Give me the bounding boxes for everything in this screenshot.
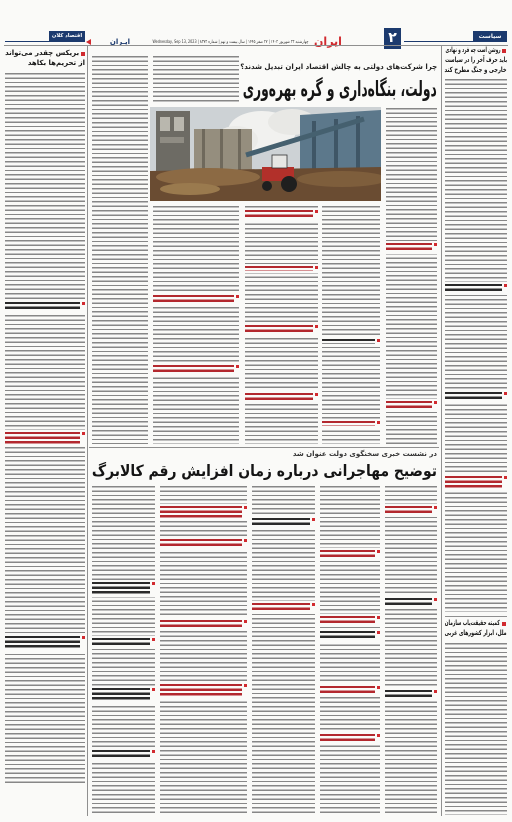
right-article-body bbox=[445, 79, 507, 612]
main-subheading bbox=[153, 365, 239, 374]
article-photo bbox=[150, 107, 381, 201]
red-square-bullet-icon bbox=[502, 49, 506, 53]
right-headline-line-1 bbox=[445, 46, 500, 55]
left-subheading bbox=[5, 432, 85, 445]
main-subheading bbox=[386, 243, 437, 252]
main-kicker bbox=[240, 62, 437, 72]
left-article-body bbox=[5, 73, 85, 785]
lower-subheading bbox=[385, 690, 437, 699]
right-subheading bbox=[445, 284, 507, 293]
lower-subheading bbox=[320, 616, 380, 625]
newspaper-logo-text: ایران bbox=[314, 35, 342, 48]
lower-subheading bbox=[252, 603, 315, 612]
main-subheading bbox=[386, 401, 437, 410]
lower-article-column-3 bbox=[252, 486, 315, 816]
section-label-economy-text: اقتصاد کلان bbox=[51, 33, 83, 39]
left-headline-line-2 bbox=[5, 59, 85, 68]
lower-article-column-2 bbox=[320, 486, 380, 816]
page-number-text: ۲ bbox=[388, 30, 397, 46]
main-article-column-d bbox=[153, 206, 239, 444]
factory-column bbox=[312, 121, 316, 173]
right-headline-text-3: خارجی و جنگ مطرح کند bbox=[445, 66, 507, 74]
main-article-column-d-top bbox=[153, 56, 239, 104]
right-headline-text-2: باید حرف آخر را در سیاست bbox=[445, 56, 507, 64]
main-subheading bbox=[245, 266, 318, 271]
main-subheading bbox=[245, 210, 318, 219]
lower-subheading bbox=[320, 550, 380, 559]
left-subheading bbox=[5, 636, 85, 649]
left-tower-window bbox=[160, 117, 170, 131]
right-subheading bbox=[445, 392, 507, 401]
right-second-headline-line-2 bbox=[445, 629, 507, 638]
main-article-column-a bbox=[386, 108, 437, 444]
dateline-text: چهارشنبه ۲۲ شهریور ۱۴۰۲ | ۲۷ صفر ۱۴۴۵ | سال بیست و نهم | شماره ۸۲۷۲ | Wednesday, Sep 13, 2023 bbox=[152, 40, 308, 45]
column-divider-left bbox=[87, 46, 88, 816]
tractor-rear-wheel bbox=[281, 176, 297, 192]
article-divider bbox=[89, 447, 439, 448]
main-subheading bbox=[245, 325, 318, 334]
main-subheading bbox=[153, 295, 239, 304]
left-tower-window bbox=[160, 137, 184, 143]
main-subheading bbox=[245, 393, 318, 402]
lower-subheading bbox=[320, 686, 380, 695]
lower-quote bbox=[92, 638, 155, 647]
lower-subheading bbox=[252, 518, 315, 527]
left-headline-text-1: بریکس چقدر می‌تواند bbox=[5, 49, 79, 57]
lower-article-column-1 bbox=[385, 486, 437, 816]
newspaper-logo bbox=[310, 35, 346, 49]
left-headline-line-1 bbox=[5, 49, 79, 58]
lower-kicker bbox=[250, 450, 437, 459]
lower-quote bbox=[160, 506, 247, 519]
main-article-column-e bbox=[92, 56, 148, 444]
main-subheading bbox=[322, 339, 380, 344]
lower-subheading bbox=[385, 598, 437, 607]
lower-subheading bbox=[320, 631, 380, 640]
right-second-headline-line-1 bbox=[445, 619, 500, 628]
brand-left-text: ایـران bbox=[109, 38, 130, 46]
right-column-divider bbox=[445, 616, 507, 617]
right-second-headline-text-2: ملل، ابزار کشورهای غربی bbox=[445, 629, 507, 637]
page-number bbox=[384, 28, 401, 49]
red-square-bullet-icon bbox=[81, 52, 85, 56]
right-second-headline-text-1: کمیته حقیقت‌یاب سازمان bbox=[445, 619, 500, 627]
middle-structure-post bbox=[220, 129, 223, 171]
factory-column bbox=[356, 116, 360, 173]
lower-quote bbox=[92, 688, 155, 701]
column-divider-right bbox=[441, 46, 442, 816]
right-headline-line-3 bbox=[445, 66, 507, 75]
main-headline-text: دولت، بنگاه‌داری و گره بهره‌وری bbox=[243, 77, 437, 101]
lower-quote bbox=[92, 582, 155, 595]
left-tower-window bbox=[174, 117, 184, 131]
middle-structure-post bbox=[202, 129, 205, 171]
main-article-column-b bbox=[322, 206, 380, 444]
right-second-article-body bbox=[445, 643, 507, 815]
section-label-politics-text: سیاست bbox=[478, 33, 502, 40]
lower-article-column-4 bbox=[160, 486, 247, 816]
left-headline-text-2: از تحریم‌ها بکاهد bbox=[27, 59, 85, 67]
middle-structure-post bbox=[238, 129, 241, 171]
right-headline-text-1: روشن است چه فرد و نهادی bbox=[445, 46, 500, 54]
tractor-cabin bbox=[272, 155, 287, 168]
right-headline-line-2 bbox=[445, 56, 507, 65]
lower-kicker-text: در نشست خبری سخنگوی دولت عنوان شد bbox=[292, 450, 437, 458]
lower-article-column-5 bbox=[92, 486, 155, 816]
factory-photo-illustration bbox=[150, 107, 381, 201]
right-subheading bbox=[445, 476, 507, 489]
lower-headline bbox=[92, 461, 437, 481]
left-subheading bbox=[5, 302, 85, 311]
cane-pile bbox=[156, 168, 260, 186]
main-subheading bbox=[322, 421, 380, 426]
lower-headline-text: توضیح مهاجرانی درباره زمان افزایش رقم کالابرگ bbox=[92, 462, 437, 480]
main-kicker-text: چرا شرکت‌های دولتی به چالش اقتصاد ایران تبدیل شدند؟ bbox=[240, 62, 437, 71]
tractor-front-wheel bbox=[262, 181, 272, 191]
section-label-politics bbox=[473, 31, 507, 42]
lower-quote bbox=[160, 684, 247, 697]
red-square-bullet-icon bbox=[502, 622, 506, 626]
section-label-economy bbox=[49, 31, 85, 42]
cane-pile bbox=[160, 183, 220, 195]
lower-quote bbox=[160, 620, 247, 629]
lower-subheading bbox=[385, 506, 437, 515]
lower-subheading bbox=[320, 734, 380, 743]
main-headline bbox=[243, 76, 437, 103]
lower-quote bbox=[160, 539, 247, 548]
lower-quote bbox=[92, 750, 155, 759]
